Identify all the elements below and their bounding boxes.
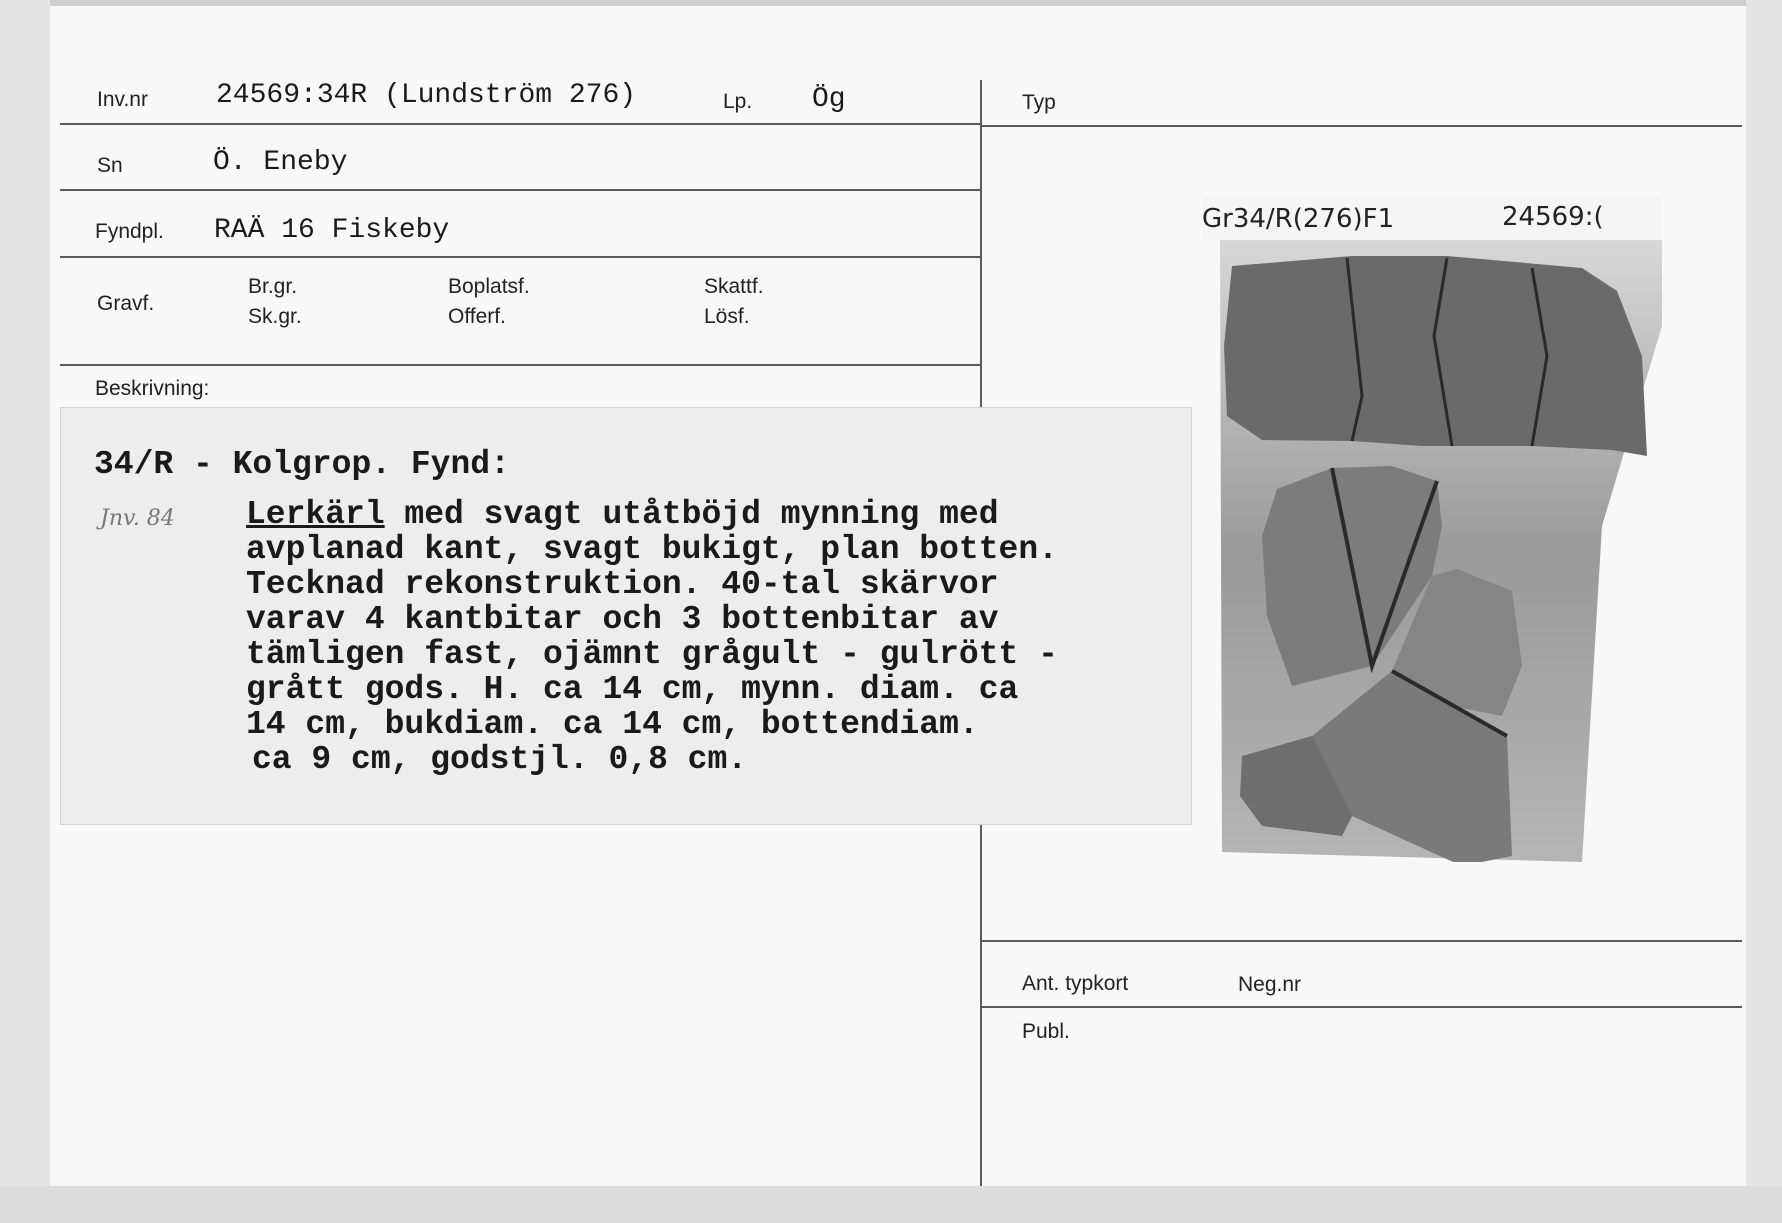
beskrivning-label: Beskrivning: <box>95 377 210 400</box>
description-line-1 <box>246 497 999 532</box>
lp-label: Lp. <box>723 90 753 113</box>
negnr-label: Neg.nr <box>1238 973 1302 996</box>
rule-line <box>982 1006 1742 1008</box>
gravf-label: Gravf. <box>97 292 155 315</box>
sherd-photograph <box>1202 196 1662 862</box>
description-line-1-rest: med svagt utåtböjd mynning med <box>384 496 999 533</box>
brgr-label: Br.gr. <box>248 275 298 298</box>
inv-label: Inv.nr <box>97 88 148 111</box>
rule-line <box>60 364 980 366</box>
ant-typkort-label: Ant. typkort <box>1022 972 1129 995</box>
rule-line <box>982 940 1742 942</box>
description-line: ca 9 cm, godstjl. 0,8 cm. <box>252 741 748 778</box>
publ-label: Publ. <box>1022 1020 1070 1043</box>
sherd-photo-image <box>1202 196 1662 862</box>
description-keyword: Lerkärl <box>246 496 385 533</box>
fyndpl-value: RAÄ 16 Fiskeby <box>214 215 450 246</box>
description-line: varav 4 kantbitar och 3 bottenbitar av <box>246 601 999 638</box>
description-line: avplanad kant, svagt bukigt, plan botten. <box>246 531 1058 568</box>
skattf-label: Skattf. <box>704 275 764 298</box>
rule-line <box>60 123 980 125</box>
rule-line <box>60 189 980 191</box>
boplatsf-label: Boplatsf. <box>448 275 530 298</box>
fyndpl-label: Fyndpl. <box>95 220 164 243</box>
sn-label: Sn <box>97 154 123 177</box>
inv-value: 24569:34R (Lundström 276) <box>216 80 637 111</box>
description-line: grått gods. H. ca 14 cm, mynn. diam. ca <box>246 671 1019 708</box>
rule-line <box>982 125 1742 127</box>
losf-label: Lösf. <box>704 305 750 328</box>
description-heading: 34/R - Kolgrop. Fynd: <box>94 446 510 483</box>
lp-value: Ög <box>812 84 846 115</box>
photo-label-right: 24569:( <box>1502 202 1604 232</box>
rule-line <box>60 256 980 258</box>
skgr-label: Sk.gr. <box>248 305 302 328</box>
margin-note: Jnv. 84 <box>100 506 175 531</box>
typ-label: Typ <box>1022 91 1056 114</box>
sn-value: Ö. Eneby <box>213 147 348 178</box>
description-line: 14 cm, bukdiam. ca 14 cm, bottendiam. <box>246 706 979 743</box>
offerf-label: Offerf. <box>448 305 506 328</box>
scan-border <box>0 1186 1782 1223</box>
photo-label-left: Gr34/R(276)F1 <box>1202 204 1395 234</box>
description-line: tämligen fast, ojämnt grågult - gulrött - <box>246 636 1058 673</box>
description-line: Tecknad rekonstruktion. 40-tal skärvor <box>246 566 999 603</box>
